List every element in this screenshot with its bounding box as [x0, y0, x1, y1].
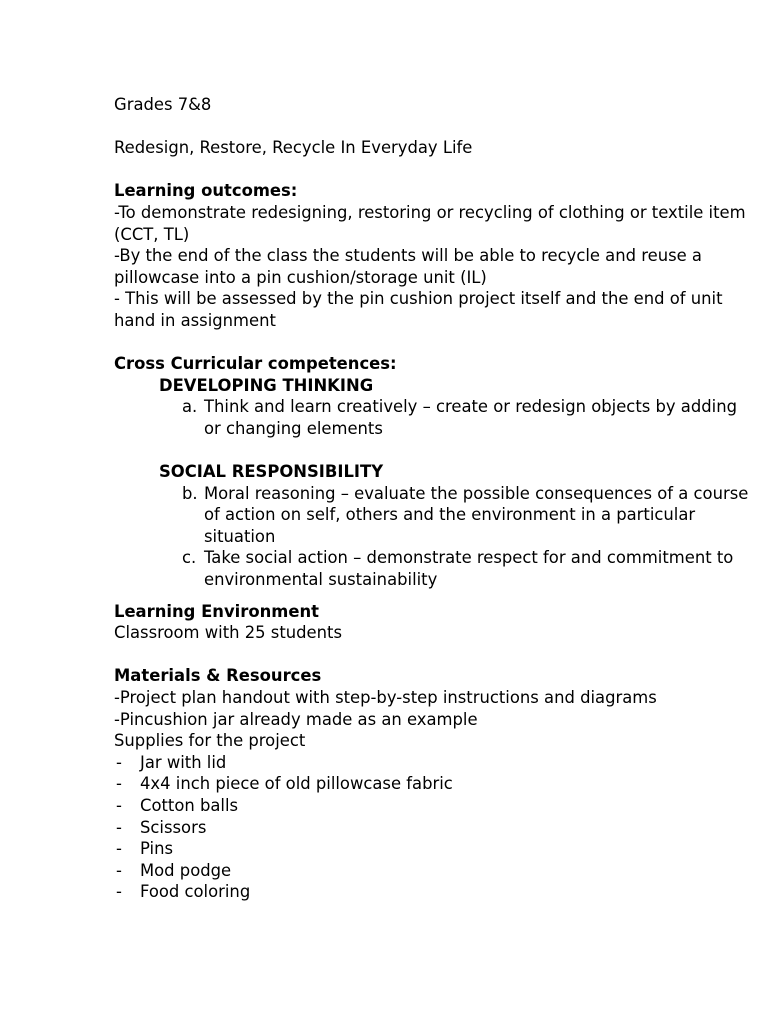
supply-item — [114, 795, 754, 817]
learning-outcome-item: - This will be assessed by the pin cushion project itself and the end of unit hand in assignment — [114, 289, 723, 330]
dash-marker: - — [116, 860, 122, 880]
dash-marker: - — [116, 882, 122, 902]
competence-item — [114, 483, 754, 548]
materials-heading: Materials & Resources — [114, 666, 322, 686]
materials-item: Supplies for the project — [114, 731, 306, 751]
item-marker: c. — [182, 548, 197, 568]
document-page — [114, 94, 754, 903]
supply-text: Mod podge — [140, 860, 232, 880]
materials-section — [114, 665, 754, 903]
social-responsibility-heading: SOCIAL RESPONSIBILITY — [159, 462, 384, 482]
supply-text: Jar with lid — [140, 752, 227, 772]
item-marker: a. — [182, 397, 198, 417]
dash-marker: - — [116, 774, 122, 794]
supply-text: Food coloring — [140, 882, 251, 902]
supply-item — [114, 817, 754, 839]
item-text: Moral reasoning – evaluate the possible consequences of a course of action on self, others and the environment in a particular situation — [204, 483, 749, 546]
supply-text: Pins — [140, 839, 174, 859]
learning-environment-text: Classroom with 25 students — [114, 623, 342, 643]
dash-marker: - — [116, 839, 122, 859]
item-text: Think and learn creatively – create or redesign objects by adding or changing elements — [204, 397, 738, 438]
materials-item: -Project plan handout with step-by-step instructions and diagrams — [114, 688, 657, 708]
learning-outcome-item: -To demonstrate redesigning, restoring or recycling of clothing or textile item (CCT, TL) — [114, 202, 746, 244]
supply-item — [114, 773, 754, 795]
competence-item — [114, 396, 754, 439]
supply-item — [114, 860, 754, 882]
supply-item — [114, 838, 754, 860]
supply-item — [114, 881, 754, 903]
dash-marker: - — [116, 752, 122, 772]
supply-text: Cotton balls — [140, 796, 239, 815]
dash-marker: - — [116, 817, 122, 837]
lesson-title: Redesign, Restore, Recycle In Everyday Life — [114, 138, 473, 158]
supply-text: Scissors — [140, 817, 207, 837]
developing-thinking-heading: DEVELOPING THINKING — [159, 375, 374, 395]
dash-marker: - — [116, 796, 122, 815]
materials-item: -Pincushion jar already made as an example — [114, 709, 478, 729]
learning-outcomes-section — [114, 180, 754, 331]
supply-text: 4x4 inch piece of old pillowcase fabric — [140, 774, 453, 794]
learning-outcome-item: -By the end of the class the students will be able to recycle and reuse a pillowcase into a pin cushion/storage unit (IL) — [114, 246, 702, 287]
learning-environment-section — [114, 601, 754, 644]
learning-outcomes-heading: Learning outcomes: — [114, 181, 298, 201]
supply-item — [114, 752, 754, 774]
item-marker: b. — [182, 483, 198, 503]
competence-item — [114, 547, 754, 590]
item-text: Take social action – demonstrate respect for and commitment to environmental sustainability — [204, 548, 734, 590]
learning-environment-heading: Learning Environment — [114, 601, 319, 621]
grades-label: Grades 7&8 — [114, 95, 212, 114]
competences-heading: Cross Curricular competences: — [114, 354, 397, 374]
competences-section — [114, 353, 754, 591]
